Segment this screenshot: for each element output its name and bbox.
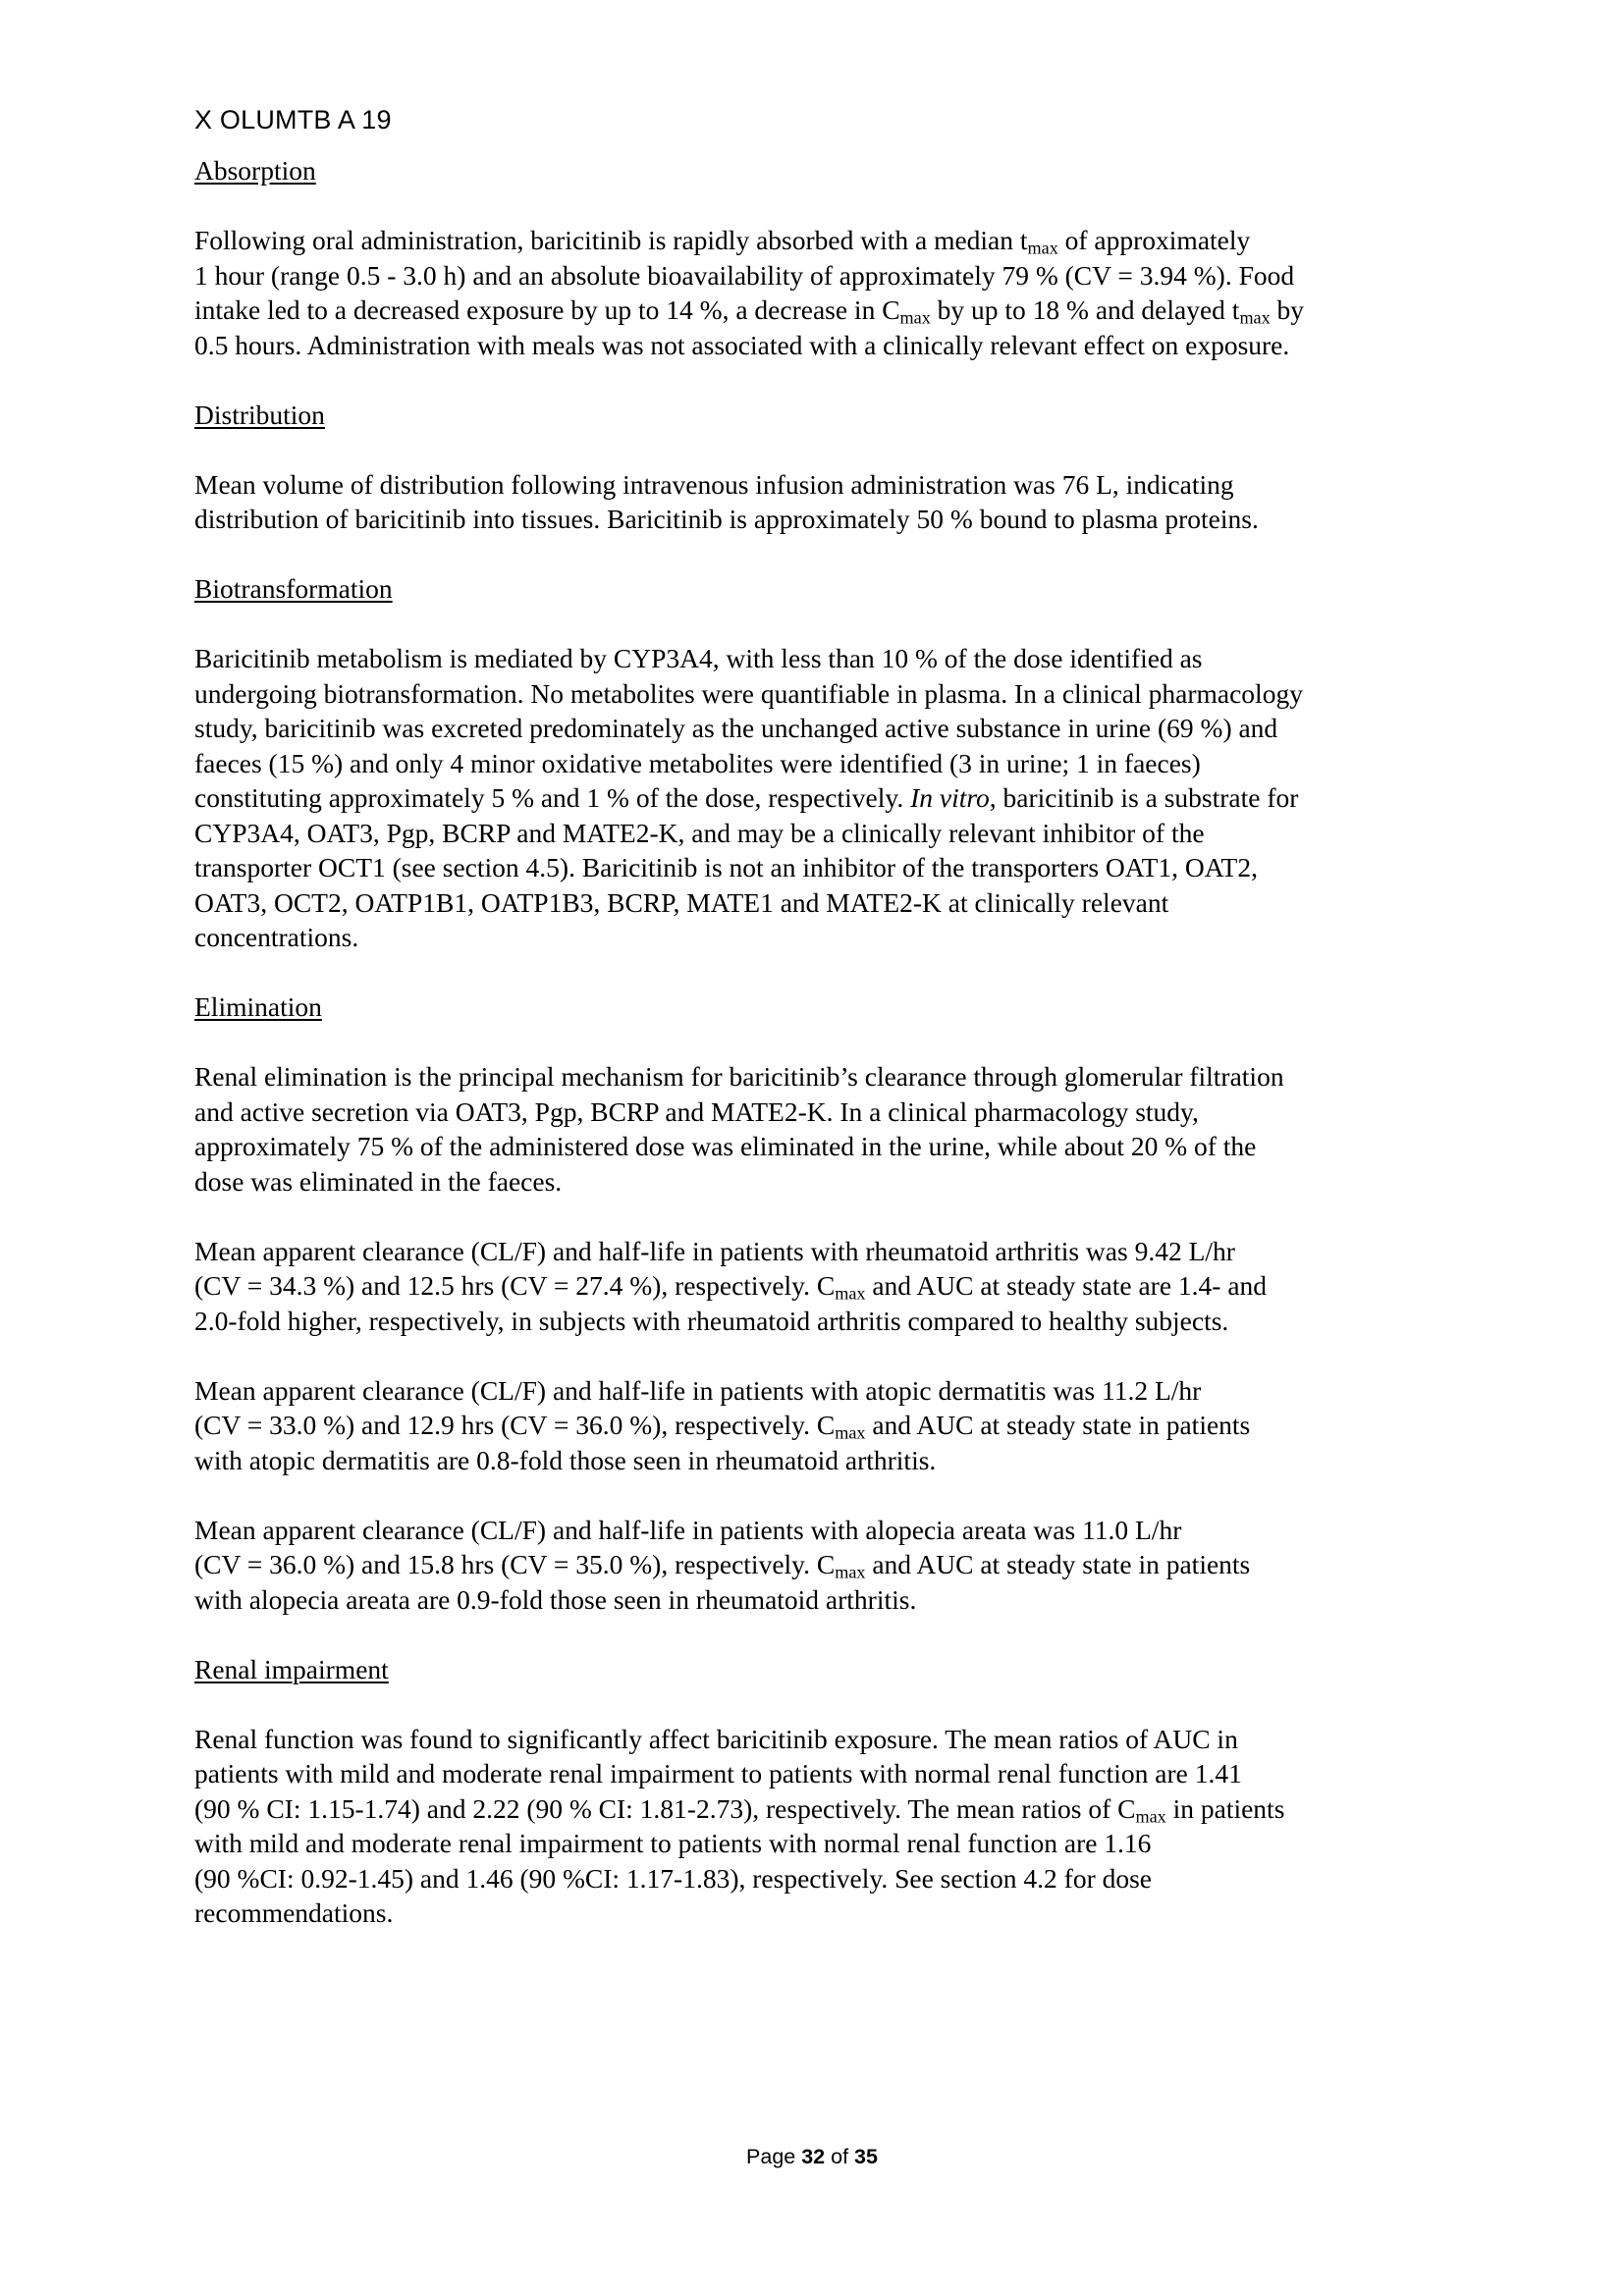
text-line bbox=[194, 502, 1461, 537]
text-segment: (CV = 36.0 %) and 15.8 hrs (CV = 35.0 %), respectively. C bbox=[194, 1549, 836, 1579]
paragraph bbox=[194, 1373, 1461, 1478]
text-segment: undergoing biotransformation. No metabolites were quantifiable in plasma. In a clinical pharmacology bbox=[194, 677, 1303, 709]
text-segment: Baricitinib metabolism is mediated by CYP3A4, with less than 10 % of the dose identified as bbox=[194, 643, 1203, 673]
page-label: Page bbox=[746, 2145, 796, 2168]
text-line bbox=[194, 1896, 1461, 1931]
section-heading-distribution: Distribution bbox=[194, 399, 325, 430]
text-segment: with alopecia areata are 0.9-fold those seen in rheumatoid arthritis. bbox=[194, 1583, 917, 1615]
section-heading-biotransformation: Biotransformation bbox=[194, 573, 393, 604]
text-line bbox=[194, 885, 1461, 921]
section-heading-renal-impairment: Renal impairment bbox=[194, 1653, 389, 1684]
text-segment: (90 %CI: 0.92-1.45) and 1.46 (90 %CI: 1.17-1.83), respectively. See section 4.2 for dose bbox=[194, 1862, 1153, 1894]
page-footer bbox=[0, 2143, 1624, 2170]
text-line bbox=[194, 328, 1461, 363]
section-heading-elimination: Elimination bbox=[194, 991, 322, 1022]
text-line bbox=[194, 1791, 1461, 1827]
text-line bbox=[194, 1373, 1461, 1409]
text-line bbox=[194, 1756, 1461, 1791]
paragraph bbox=[194, 467, 1461, 537]
text-line bbox=[194, 920, 1461, 955]
text-line bbox=[194, 1408, 1461, 1443]
text-segment: with mild and moderate renal impairment to patients with normal renal function are 1.16 bbox=[194, 1828, 1152, 1858]
text-segment: 1 hour (range 0.5 - 3.0 h) and an absolute bioavailability of approximately 79 % (CV = 3.94 %). Food bbox=[194, 259, 1295, 291]
text-line bbox=[194, 1268, 1461, 1304]
italic-text: In vitro bbox=[910, 782, 990, 813]
text-segment: intake led to a decreased exposure by up to 14 %, a decrease in C bbox=[194, 294, 900, 325]
text-segment: OAT3, OCT2, OATP1B1, OATP1B3, BCRP, MATE1 and MATE2-K at clinically relevant bbox=[194, 886, 1169, 918]
subscript-text: max bbox=[835, 1562, 866, 1582]
subscript-text: max bbox=[1135, 1806, 1166, 1827]
document-body bbox=[194, 153, 1461, 1965]
text-segment: (90 % CI: 1.15-1.74) and 2.22 (90 % CI: 1.81-2.73), respectively. The mean ratios of C bbox=[194, 1792, 1136, 1824]
current-page-number: 32 bbox=[801, 2145, 826, 2168]
text-segment: study, baricitinib was excreted predominately as the unchanged active substance in urine (69 %) and bbox=[194, 713, 1278, 743]
text-segment: CYP3A4, OAT3, Pgp, BCRP and MATE2-K, and may be a clinically relevant inhibitor of the bbox=[194, 817, 1205, 848]
text-line bbox=[194, 1547, 1461, 1582]
text-segment: Mean volume of distribution following intravenous infusion administration was 76 L, indicating bbox=[194, 468, 1234, 500]
text-segment: approximately 75 % of the administered dose was eliminated in the urine, while about 20 % of the bbox=[194, 1131, 1257, 1161]
text-line bbox=[194, 780, 1461, 816]
text-segment: faeces (15 %) and only 4 minor oxidative metabolites were identified (3 in urine; 1 in faeces) bbox=[194, 747, 1201, 778]
subscript-text: max bbox=[835, 1283, 866, 1304]
text-segment: (CV = 33.0 %) and 12.9 hrs (CV = 36.0 %), respectively. C bbox=[194, 1410, 836, 1440]
text-line bbox=[194, 1861, 1461, 1896]
text-segment: Following oral administration, baricitinib is rapidly absorbed with a median t bbox=[194, 225, 1028, 255]
total-page-count: 35 bbox=[854, 2145, 878, 2168]
text-segment: by up to 18 % and delayed t bbox=[930, 294, 1240, 325]
text-line bbox=[194, 1234, 1461, 1269]
text-line bbox=[194, 711, 1461, 746]
text-line bbox=[194, 1164, 1461, 1200]
subscript-text: max bbox=[899, 307, 931, 328]
section-heading-absorption: Absorption bbox=[194, 155, 316, 186]
text-segment: in patients bbox=[1165, 1792, 1285, 1824]
page-of-label: of bbox=[831, 2145, 849, 2168]
text-segment: recommendations. bbox=[194, 1897, 394, 1928]
text-line bbox=[194, 816, 1461, 851]
text-segment: Renal elimination is the principal mechanism for baricitinib’s clearance through glomerular filtration bbox=[194, 1061, 1284, 1092]
text-segment: constituting approximately 5 % and 1 % of the dose, respectively. bbox=[194, 782, 911, 813]
text-line bbox=[194, 1513, 1461, 1548]
subscript-text: max bbox=[1239, 307, 1271, 328]
text-segment: Mean apparent clearance (CL/F) and half-life in patients with alopecia areata was 11.0 L/hr bbox=[194, 1514, 1182, 1545]
text-segment: Mean apparent clearance (CL/F) and half-life in patients with atopic dermatitis was 11.2 L/hr bbox=[194, 1374, 1202, 1406]
text-segment: and AUC at steady state are 1.4- and bbox=[865, 1270, 1268, 1301]
paragraph bbox=[194, 641, 1461, 955]
subscript-text: max bbox=[1027, 238, 1058, 258]
text-segment: , baricitinib is a substrate for bbox=[989, 782, 1299, 813]
text-segment: 0.5 hours. Administration with meals was not associated with a clinically relevant effect on exposure. bbox=[194, 329, 1290, 360]
text-segment: and AUC at steady state in patients bbox=[865, 1549, 1251, 1579]
text-segment: by bbox=[1270, 294, 1305, 325]
paragraph bbox=[194, 1513, 1461, 1618]
text-line bbox=[194, 1443, 1461, 1478]
text-line bbox=[194, 467, 1461, 503]
text-segment: 2.0-fold higher, respectively, in subjects with rheumatoid arthritis compared to healthy subjects. bbox=[194, 1305, 1229, 1336]
text-line bbox=[194, 1826, 1461, 1861]
document-header: X OLUMTB A 19 bbox=[194, 105, 392, 134]
text-line bbox=[194, 293, 1461, 328]
text-line bbox=[194, 1582, 1461, 1618]
text-line bbox=[194, 676, 1461, 712]
text-segment: transporter OCT1 (see section 4.5). Baricitinib is not an inhibitor of the transporters OAT1, OAT2, bbox=[194, 852, 1258, 882]
paragraph bbox=[194, 1722, 1461, 1931]
text-segment: dose was eliminated in the faeces. bbox=[194, 1165, 563, 1197]
text-segment: (CV = 34.3 %) and 12.5 hrs (CV = 27.4 %), respectively. C bbox=[194, 1270, 836, 1301]
text-segment: Mean apparent clearance (CL/F) and half-life in patients with rheumatoid arthritis was 9.42 L/hr bbox=[194, 1235, 1235, 1266]
paragraph bbox=[194, 1234, 1461, 1339]
text-segment: Renal function was found to significantly affect baricitinib exposure. The mean ratios of AUC in bbox=[194, 1723, 1238, 1754]
text-line bbox=[194, 258, 1461, 294]
text-segment: of approximately bbox=[1057, 225, 1251, 255]
text-line bbox=[194, 746, 1461, 781]
text-segment: and active secretion via OAT3, Pgp, BCRP and MATE2-K. In a clinical pharmacology study, bbox=[194, 1095, 1199, 1127]
paragraph bbox=[194, 1059, 1461, 1199]
paragraph bbox=[194, 223, 1461, 362]
text-line bbox=[194, 1095, 1461, 1130]
text-line bbox=[194, 1722, 1461, 1757]
text-segment: with atopic dermatitis are 0.8-fold those seen in rheumatoid arthritis. bbox=[194, 1444, 937, 1475]
text-line bbox=[194, 1059, 1461, 1095]
text-line bbox=[194, 850, 1461, 885]
text-segment: distribution of baricitinib into tissues. Baricitinib is approximately 50 % bound to plasma proteins. bbox=[194, 504, 1259, 534]
text-segment: patients with mild and moderate renal impairment to patients with normal renal function are 1.41 bbox=[194, 1758, 1242, 1789]
text-segment: and AUC at steady state in patients bbox=[865, 1410, 1251, 1440]
text-line bbox=[194, 223, 1461, 258]
text-line bbox=[194, 1129, 1461, 1164]
subscript-text: max bbox=[835, 1422, 866, 1443]
text-line bbox=[194, 1304, 1461, 1339]
text-line bbox=[194, 641, 1461, 676]
text-segment: concentrations. bbox=[194, 922, 359, 952]
